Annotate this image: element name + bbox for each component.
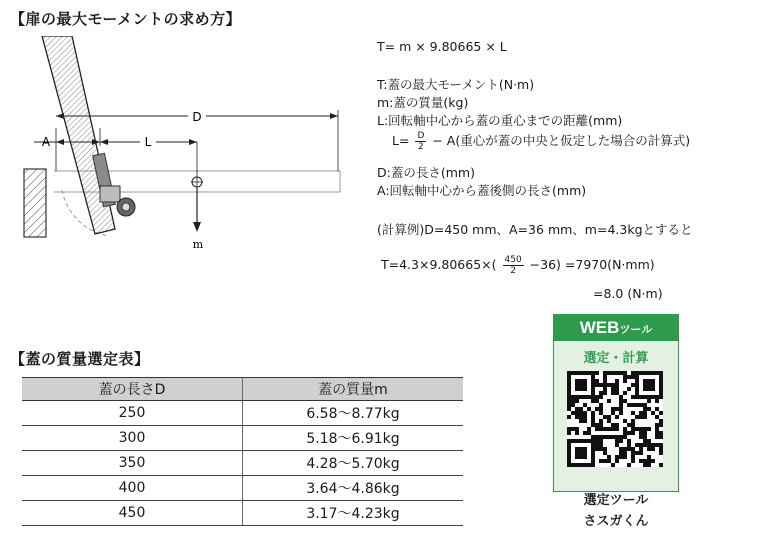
calculation-line bbox=[381, 255, 655, 276]
cell-length: 400 bbox=[22, 476, 243, 501]
cell-mass: 3.64〜4.86kg bbox=[243, 476, 464, 501]
calc-prefix: T=4.3×9.80665×( bbox=[381, 257, 497, 272]
label-d: D bbox=[192, 110, 202, 124]
formula-l bbox=[392, 131, 690, 152]
tool-name-line1: 選定ツール bbox=[583, 493, 649, 508]
mass-arrow bbox=[193, 188, 201, 232]
definition-t: T:蓋の最大モーメント(N·m) bbox=[377, 77, 535, 92]
column-header-mass: 蓋の質量m bbox=[243, 378, 464, 401]
definition-a: A:回転軸中心から蓋後側の長さ(mm) bbox=[377, 183, 587, 198]
section-heading-moment: 【扉の最大モーメントの求め方】 bbox=[10, 10, 242, 28]
definition-d: D:蓋の長さ(mm) bbox=[377, 165, 475, 180]
web-tool-subtitle: 選定・計算 bbox=[583, 351, 649, 366]
calculation-example: (計算例)D=450 mm、A=36 mm、m=4.3kgとすると bbox=[377, 222, 693, 237]
formula-l-suffix: − A(重心が蓋の中央と仮定した場合の計算式) bbox=[432, 133, 691, 148]
label-a: A bbox=[41, 135, 51, 149]
table-row bbox=[22, 501, 463, 526]
cell-mass: 5.18〜6.91kg bbox=[243, 426, 464, 451]
web-badge-text: WEB bbox=[579, 318, 620, 337]
web-tool-body bbox=[554, 341, 678, 491]
label-l: L bbox=[144, 135, 152, 149]
fraction-numerator: D bbox=[417, 131, 425, 141]
table-header-row bbox=[22, 378, 463, 401]
fraction-450-over-2 bbox=[503, 255, 524, 276]
calc-numerator: 450 bbox=[504, 255, 522, 265]
table-row bbox=[22, 401, 463, 426]
door-moment-diagram bbox=[0, 36, 370, 266]
mass-selection-table bbox=[22, 377, 463, 526]
cell-length: 300 bbox=[22, 426, 243, 451]
web-badge-suffix: ツール bbox=[619, 323, 653, 336]
wall-block bbox=[24, 169, 46, 237]
fraction-denominator: 2 bbox=[418, 142, 424, 152]
cell-mass: 4.28〜5.70kg bbox=[243, 451, 464, 476]
web-tool-badge bbox=[554, 315, 678, 341]
web-tool-card[interactable] bbox=[553, 314, 679, 492]
definition-m: m:蓋の質量(kg) bbox=[377, 95, 469, 110]
tool-name-line2: さスガくん bbox=[583, 514, 649, 529]
definition-l: L:回転軸中心から蓋の重心までの距離(mm) bbox=[377, 113, 623, 128]
label-m: m bbox=[192, 238, 204, 251]
calc-denominator: 2 bbox=[510, 266, 516, 276]
fraction-d-over-2 bbox=[415, 131, 426, 152]
column-header-length: 蓋の長さD bbox=[22, 378, 243, 401]
calculation-result: =8.0 (N·m) bbox=[593, 286, 663, 301]
center-of-gravity bbox=[191, 142, 203, 188]
cell-length: 350 bbox=[22, 451, 243, 476]
calc-suffix: −36) =7970(N·mm) bbox=[529, 257, 655, 272]
table-row bbox=[22, 451, 463, 476]
cell-mass: 6.58〜8.77kg bbox=[243, 401, 464, 426]
formula-l-prefix: L= bbox=[392, 133, 410, 148]
table-row bbox=[22, 476, 463, 501]
table-row bbox=[22, 426, 463, 451]
cell-length: 450 bbox=[22, 501, 243, 526]
cell-mass: 3.17〜4.23kg bbox=[243, 501, 464, 526]
section-heading-table: 【蓋の質量選定表】 bbox=[10, 350, 150, 368]
formula-main: T= m × 9.80665 × L bbox=[377, 39, 507, 54]
cell-length: 250 bbox=[22, 401, 243, 426]
qr-code-icon[interactable] bbox=[567, 371, 663, 467]
